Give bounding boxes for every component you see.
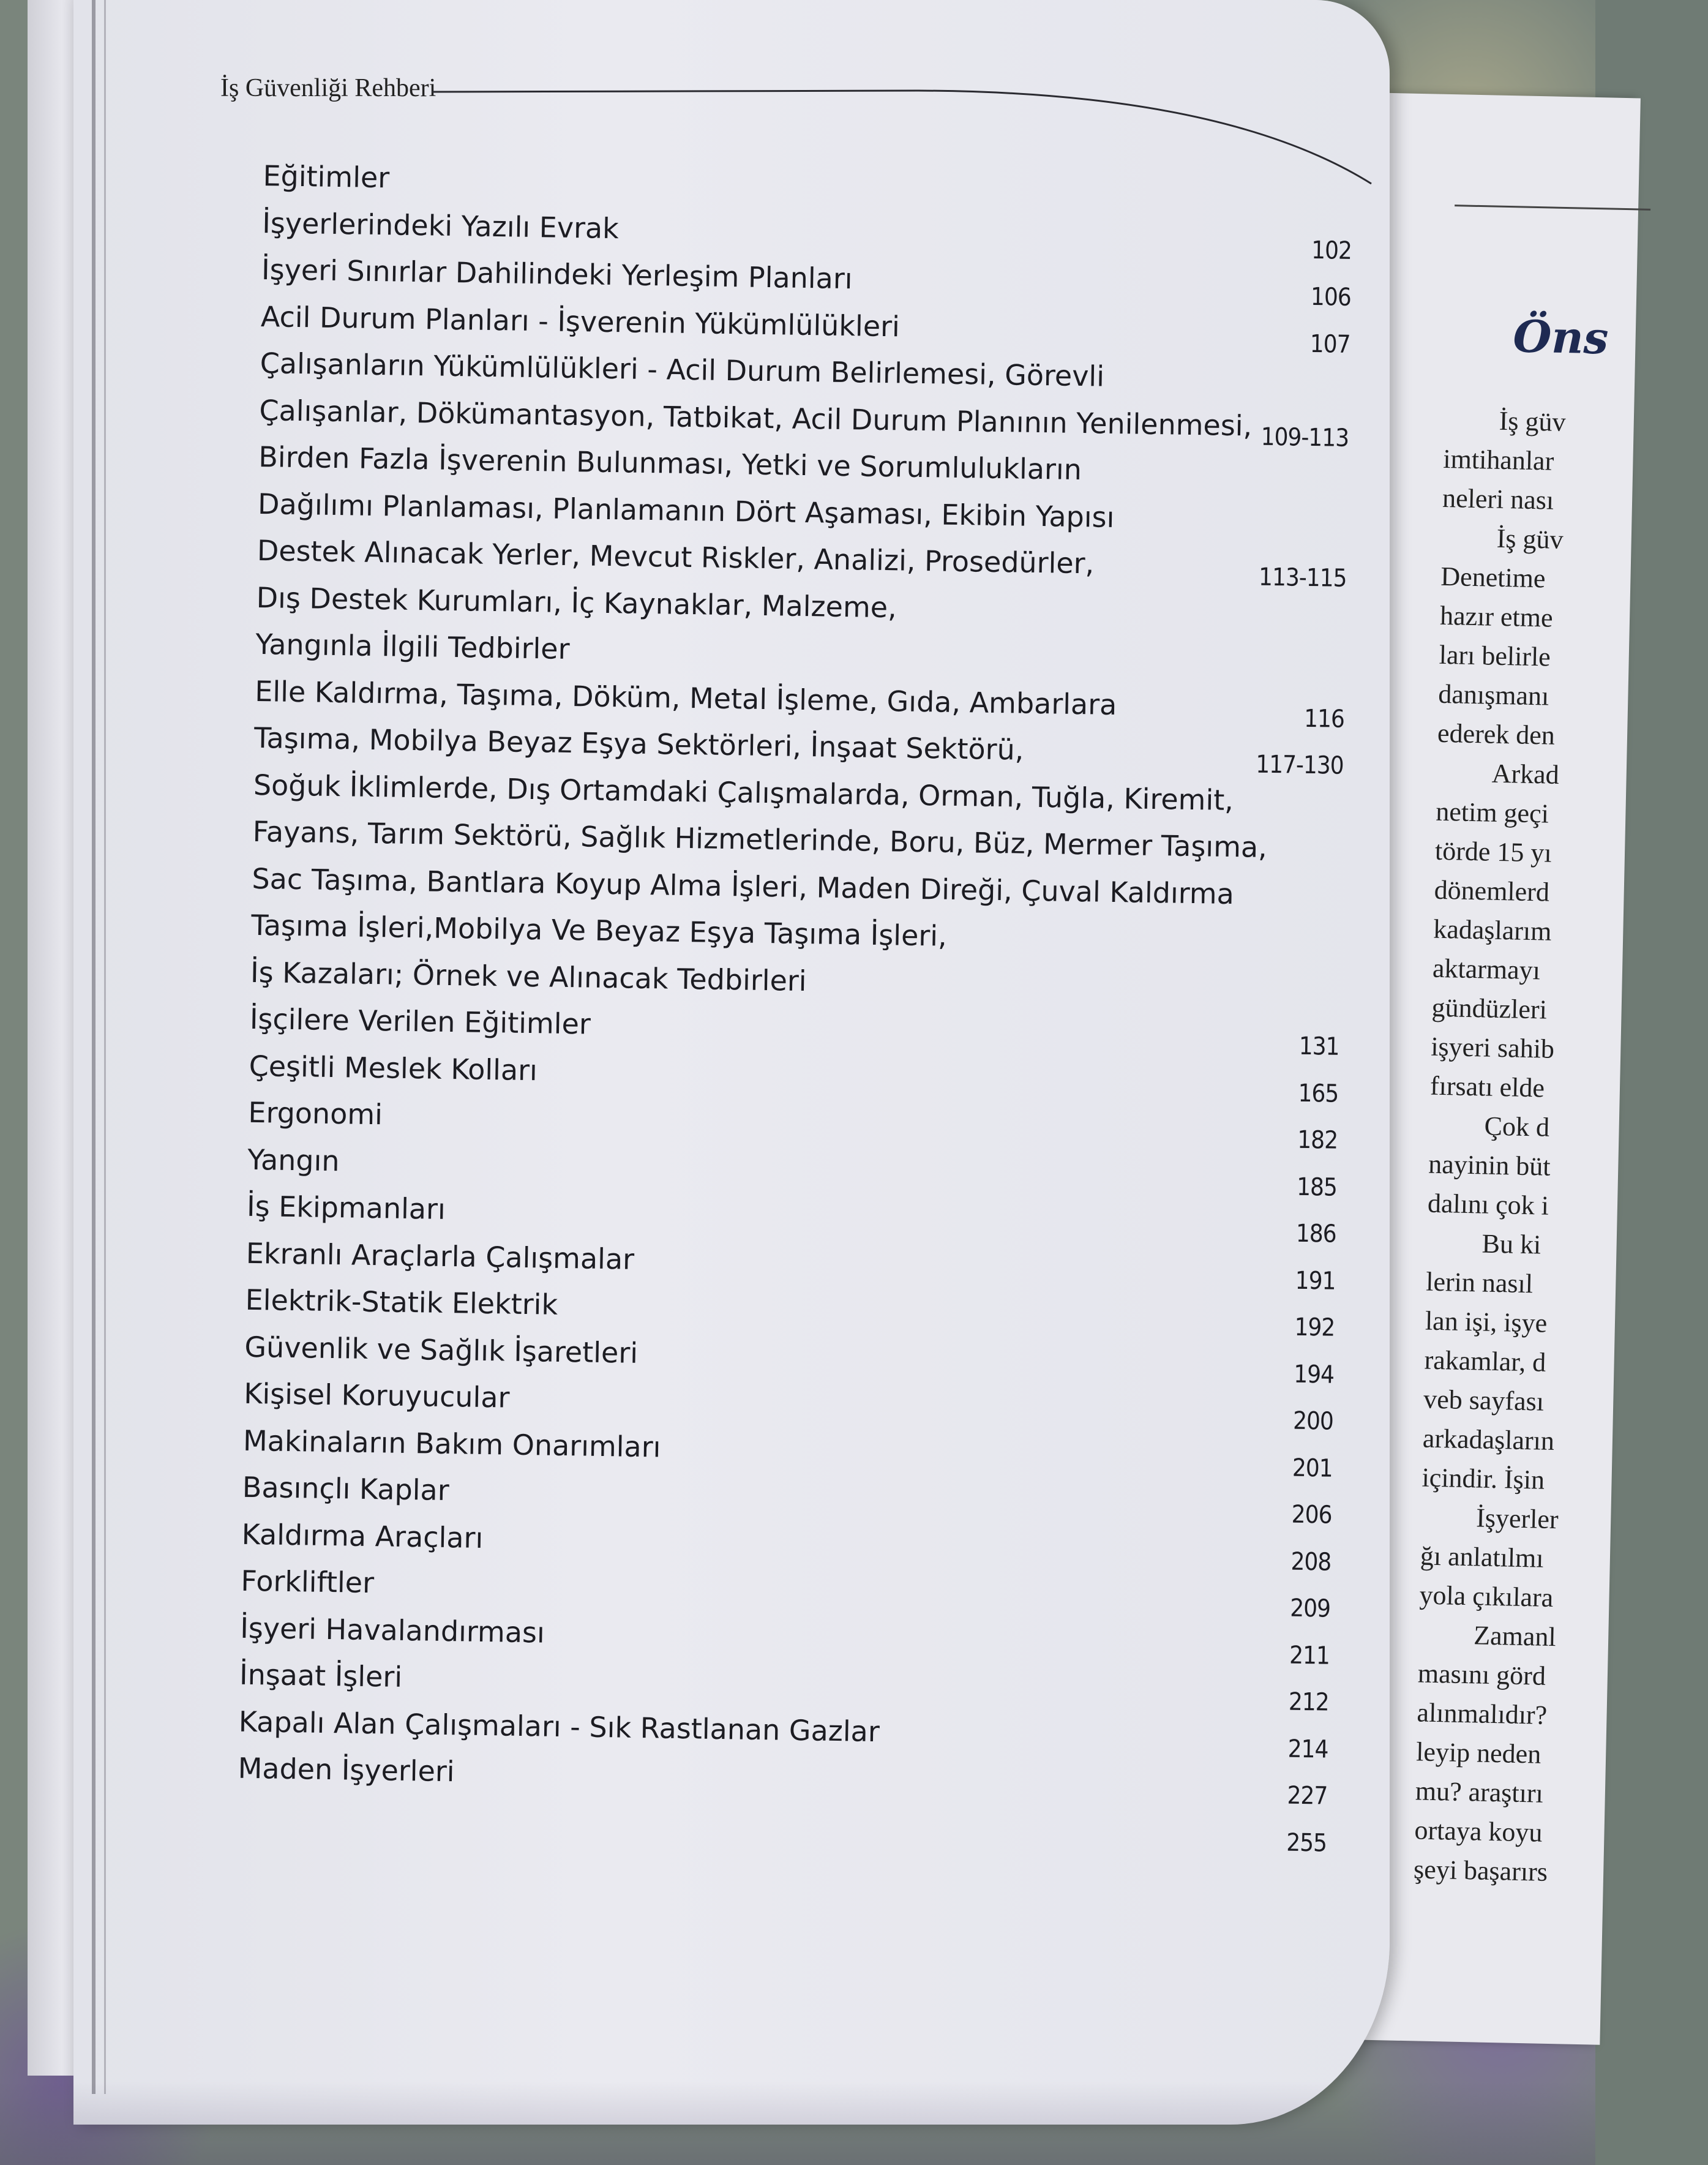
right-page-line: ları belirle	[1439, 639, 1551, 672]
right-page-line: kadaşlarım	[1433, 914, 1552, 947]
toc-entry-title: İş Ekipmanları	[246, 1189, 446, 1226]
right-page-line: netim geçi	[1435, 796, 1549, 829]
right-page-line: mu? araştırı	[1415, 1776, 1544, 1809]
right-page-text	[1414, 400, 1702, 1894]
toc-entry-title: İşyeri Havalandırması	[239, 1611, 545, 1649]
right-page-line: imtihanlar	[1442, 443, 1554, 476]
right-page-line: İş güv	[1499, 405, 1567, 438]
toc-entry-title: Birden Fazla İşverenin Bulunması, Yetki ve Sorumlulukların	[258, 440, 1082, 487]
toc-entry-title: Dağılımı Planlaması, Planlamanın Dört Aşaması, Ekibin Yapısı	[257, 487, 1115, 534]
right-page-line: masını görd	[1417, 1658, 1546, 1691]
toc-entry-page: 208	[1290, 1547, 1332, 1577]
right-page-line: Zamanl	[1473, 1620, 1557, 1653]
toc-entry-page: 212	[1288, 1687, 1329, 1717]
right-page-line: neleri nası	[1442, 482, 1554, 516]
right-page-line: Arkad	[1491, 758, 1560, 790]
toc-entry-page: 117-130	[1255, 750, 1344, 780]
toc-entry-title: Çalışanların Yükümlülükleri - Acil Durum Belirlemesi, Görevli	[260, 346, 1105, 393]
toc-entry-title: Acil Durum Planları - İşverenin Yükümlülükleri	[260, 299, 901, 343]
toc-entry-page: 116	[1303, 704, 1345, 734]
right-page-line: rakamlar, d	[1424, 1345, 1546, 1378]
right-page-line: İşyerler	[1475, 1503, 1559, 1535]
toc-entry-title: Taşıma İşleri,Mobilya Ve Beyaz Eşya Taşıma İşleri,	[250, 908, 948, 953]
toc-entry-title: Dış Destek Kurumları, İç Kaynaklar, Malzeme,	[256, 580, 897, 624]
toc-entry-title: Eğitimler	[263, 159, 390, 195]
toc-entry-page: 102	[1311, 236, 1352, 265]
right-page-line: ederek den	[1437, 718, 1556, 751]
right-page-line: aktarmayı	[1432, 953, 1541, 986]
right-page-line: törde 15 yı	[1434, 835, 1553, 868]
toc-entry-title: İşçilere Verilen Eğitimler	[249, 1002, 591, 1041]
toc-entry-title: Güvenlik ve Sağlık İşaretleri	[244, 1330, 639, 1370]
page-binding-line-secondary	[104, 0, 106, 2094]
toc-entry-title: Fayans, Tarım Sektörü, Sağlık Hizmetlerinde, Boru, Büz, Mermer Taşıma,	[252, 814, 1268, 864]
toc-entry-page: 109-113	[1260, 422, 1349, 452]
right-page-line: gündüzleri	[1431, 992, 1548, 1025]
bottom-shadow	[0, 2082, 1595, 2165]
toc-entry-title: İş Kazaları; Örnek ve Alınacak Tedbirleri	[250, 955, 807, 997]
toc-entry-page: 194	[1294, 1360, 1335, 1389]
toc-entry-page: 131	[1298, 1032, 1339, 1061]
toc-entry-title: İşyeri Sınırlar Dahilindeki Yerleşim Planları	[261, 252, 853, 296]
toc-entry-title: Yangın	[247, 1143, 340, 1177]
right-page-line: alınmalıdır?	[1417, 1697, 1548, 1730]
toc-entry-page: 185	[1296, 1173, 1338, 1202]
toc-entry-title: Forkliftler	[241, 1564, 375, 1600]
page-binding-line	[92, 0, 96, 2094]
toc-entry-page: 165	[1298, 1079, 1339, 1108]
right-page-line: veb sayfası	[1423, 1384, 1545, 1417]
toc-entry-title: Sac Taşıma, Bantlara Koyup Alma İşleri, Maden Direği, Çuval Kaldırma	[252, 861, 1235, 910]
toc-entry-title: Destek Alınacak Yerler, Mevcut Riskler, Analizi, Prosedürler,	[257, 533, 1095, 580]
right-page-line: dönemlerd	[1434, 874, 1550, 907]
right-page-line: arkadaşların	[1422, 1423, 1555, 1456]
toc-entry-page: 182	[1297, 1125, 1338, 1155]
toc-entry-page: 211	[1289, 1641, 1330, 1670]
toc-entry-page: 255	[1286, 1828, 1327, 1858]
right-page-line: İş güv	[1496, 523, 1564, 555]
running-header-title: İş Güvenliği Rehberi	[220, 74, 436, 102]
toc-entry-title: Basınçlı Kaplar	[242, 1470, 450, 1507]
toc-entry-title: İnşaat İşleri	[239, 1657, 403, 1694]
toc-entry-title: İşyerlerindeki Yazılı Evrak	[261, 206, 620, 245]
toc-entry-title: Ekranlı Araçlarla Çalışmalar	[245, 1236, 635, 1276]
right-page-line: nayinin büt	[1428, 1149, 1551, 1182]
toc-entry-page: 106	[1310, 282, 1352, 312]
toc-entry-title: Elle Kaldırma, Taşıma, Döküm, Metal İşleme, Gıda, Ambarlara	[254, 674, 1117, 721]
right-page-line: yola çıkılara	[1419, 1580, 1554, 1613]
toc-entry-page: 186	[1295, 1219, 1336, 1248]
right-page-line: Denetime	[1440, 561, 1546, 594]
toc-entry-title: Çeşitli Meslek Kolları	[249, 1049, 538, 1087]
right-page-line: hazır etme	[1439, 600, 1554, 633]
toc-entry-page: 200	[1292, 1406, 1334, 1436]
toc-entry-page: 107	[1309, 329, 1350, 359]
toc-entry-title: Elektrik-Statik Elektrik	[245, 1283, 558, 1321]
toc-entry-page: 192	[1294, 1313, 1335, 1342]
toc-entry-page: 206	[1291, 1500, 1332, 1529]
toc-entry-page: 227	[1287, 1781, 1328, 1810]
toc-entry-page: 209	[1290, 1594, 1331, 1623]
toc-entry-page: 191	[1295, 1266, 1336, 1296]
toc-entry-title: Soğuk İklimlerde, Dış Ortamdaki Çalışmalarda, Orman, Tuğla, Kiremit,	[253, 768, 1234, 817]
table-of-contents	[237, 159, 1353, 1863]
right-page-line: leyip neden	[1415, 1736, 1541, 1769]
right-page-line: içindir. İşin	[1421, 1462, 1545, 1495]
toc-entry-page: 201	[1292, 1454, 1333, 1483]
toc-entry-title: Kişisel Koruyucular	[243, 1376, 510, 1414]
toc-entry-title: Kaldırma Araçları	[241, 1517, 484, 1555]
right-page-line: ğı anlatılmı	[1420, 1540, 1545, 1574]
right-page-line: danışmanı	[1437, 678, 1549, 711]
toc-entry-title: Çalışanlar, Dökümantasyon, Tatbikat, Acil Durum Planının Yenilenmesi,	[259, 393, 1253, 442]
toc-entry-title: Makinaların Bakım Onarımları	[242, 1424, 661, 1463]
toc-entry-title: Yangınla İlgili Tedbirler	[255, 627, 570, 666]
right-page-heading: Öns	[1512, 310, 1609, 364]
toc-entry-page: 113-115	[1258, 563, 1347, 593]
right-page-line: Çok d	[1484, 1111, 1550, 1143]
right-page-line: işyeri sahib	[1430, 1031, 1555, 1064]
right-page-line: lan işi, işye	[1425, 1305, 1548, 1338]
toc-entry-page: 214	[1287, 1735, 1328, 1764]
right-page-line: Bu ki	[1481, 1228, 1541, 1260]
right-page-line: dalını çok i	[1427, 1188, 1549, 1221]
toc-entry-title: Kapalı Alan Çalışmaları - Sık Rastlanan Gazlar	[238, 1705, 880, 1748]
toc-entry-title: Ergonomi	[248, 1095, 383, 1131]
right-page-line: ortaya koyu	[1414, 1815, 1543, 1848]
right-page-line: fırsatı elde	[1429, 1070, 1545, 1103]
toc-entry-title: Taşıma, Mobilya Beyaz Eşya Sektörleri, İnşaat Sektörü,	[253, 721, 1024, 767]
right-page-line: lerin nasıl	[1425, 1266, 1534, 1299]
toc-entry-title: Maden İşyerleri	[238, 1751, 455, 1788]
right-page-line: şeyi başarırs	[1413, 1854, 1548, 1887]
